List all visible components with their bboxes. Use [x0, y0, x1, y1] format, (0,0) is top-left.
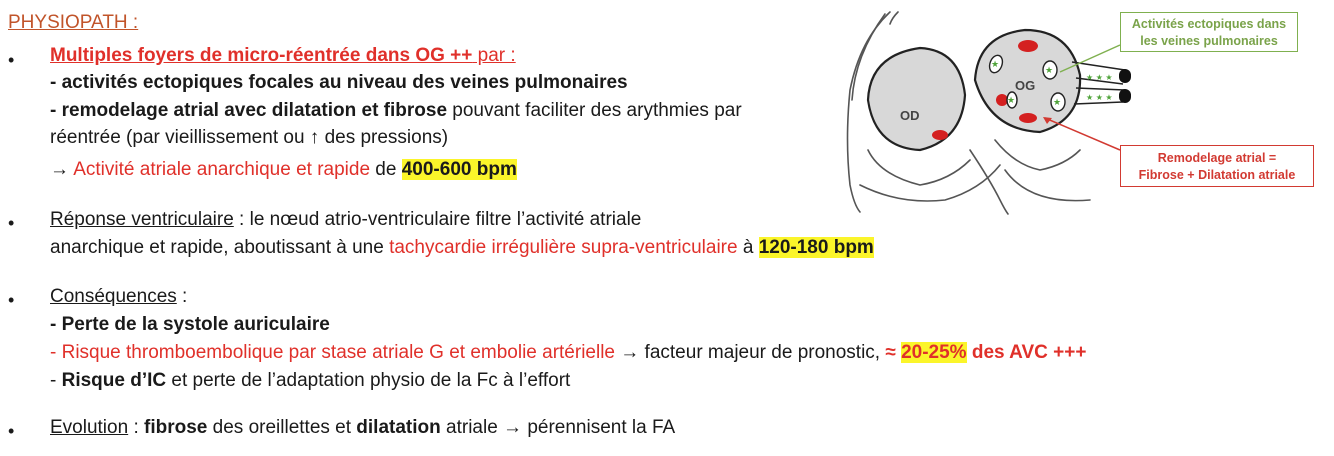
s2-line1-rest: : le nœud atrio-ventriculaire filtre l’activité atriale	[233, 209, 642, 230]
svg-text:★: ★	[1045, 66, 1054, 76]
og-fibrosis-spot-1	[1018, 40, 1038, 52]
s3-line3-rest: et perte de l’adaptation physio de la Fc à l’effort	[166, 370, 571, 391]
atria-diagram	[840, 0, 1140, 215]
s2-line2-start: anarchique et rapide, aboutissant à une	[50, 237, 390, 258]
s3-ic-bold: Risque d’IC	[61, 370, 167, 391]
section-title: PHYSIOPATH :	[8, 12, 139, 33]
s3-line3	[50, 369, 570, 393]
s4-text2: atriale → pérennisent la FA	[440, 417, 676, 438]
s3-label: Conséquences	[50, 286, 177, 307]
svg-text:★ ★ ★: ★ ★ ★	[1086, 93, 1113, 102]
od-fibrosis-spot	[932, 130, 948, 140]
s3-dash: -	[50, 370, 62, 391]
s1-line2-bold: - remodelage atrial avec dilatation et fibrose	[50, 100, 448, 121]
callout-remodeling-line2: Fibrose + Dilatation atriale	[1138, 168, 1296, 182]
s1-line3: réentrée (par vieillissement ou ↑ des pressions)	[50, 127, 449, 148]
s4-text1: des oreillettes et	[207, 417, 357, 438]
callout-ectopic-line2: les veines pulmonaires	[1140, 34, 1278, 48]
bullet-2: •	[8, 213, 15, 233]
s3-heading	[50, 285, 187, 309]
s3-risk-text: - Risque thromboembolique par stase atriale G et embolie artérielle	[50, 342, 615, 363]
s1-heading-text: Multiples foyers de micro-réentrée dans OG ++	[50, 45, 473, 66]
og-fibrosis-spot-3	[1019, 113, 1037, 123]
s4-line	[50, 416, 675, 440]
callout-ectopic	[1120, 12, 1298, 52]
s3-pct-highlight: 20-25%	[901, 342, 967, 363]
s2-line2	[50, 236, 874, 260]
s2-bpm-highlight: 120-180 bpm	[758, 237, 874, 258]
s4-label: Evolution	[50, 417, 129, 438]
s2-tachy-text: tachycardie irrégulière supra-ventriculaire	[389, 237, 738, 258]
bullet-3: •	[8, 290, 15, 310]
s1-line1: - activités ectopiques focales au niveau des veines pulmonaires	[50, 72, 628, 93]
od-chamber	[868, 48, 965, 150]
red-connector	[1045, 118, 1120, 150]
s4-fibrose: fibrose	[144, 417, 208, 438]
s3-line1: - Perte de la systole auriculaire	[50, 314, 330, 335]
s3-avc: des AVC +++	[966, 342, 1087, 363]
s1-heading-suffix: par :	[472, 45, 516, 66]
s3-mid: → facteur majeur de pronostic,	[615, 342, 886, 363]
s3-approx: ≈	[885, 342, 902, 363]
s1-mid: de	[370, 159, 402, 180]
callout-remodeling-line1: Remodelage atrial =	[1157, 151, 1277, 165]
s2-line1	[50, 208, 641, 232]
og-label: OG	[1015, 78, 1036, 93]
svg-text:★: ★	[1053, 98, 1062, 108]
callout-remodeling	[1120, 145, 1314, 187]
callout-ectopic-line1: Activités ectopiques dans	[1131, 17, 1287, 31]
svg-text:★: ★	[1007, 96, 1016, 106]
s1-line4	[50, 158, 517, 182]
s2-mid: à	[737, 237, 759, 258]
svg-text:★ ★ ★: ★ ★ ★	[1086, 73, 1113, 82]
s4-dilatation: dilatation	[356, 417, 441, 438]
bullet-4: •	[8, 421, 15, 441]
s4-sep: :	[128, 417, 145, 438]
bullet-1: •	[8, 50, 15, 70]
s1-heading	[50, 44, 516, 68]
s1-arrow: →	[50, 159, 74, 180]
svg-text:★: ★	[991, 60, 1000, 70]
s1-activity-text: Activité atriale anarchique et rapide	[73, 159, 371, 180]
s1-line2-rest: pouvant faciliter des arythmies par	[447, 100, 742, 121]
s1-line2	[50, 99, 742, 123]
s3-line2	[50, 341, 1086, 365]
s3-label-suffix: :	[176, 286, 188, 307]
s2-label: Réponse ventriculaire	[50, 209, 234, 230]
s1-bpm-highlight: 400-600 bpm	[401, 159, 517, 180]
od-label: OD	[900, 108, 920, 123]
